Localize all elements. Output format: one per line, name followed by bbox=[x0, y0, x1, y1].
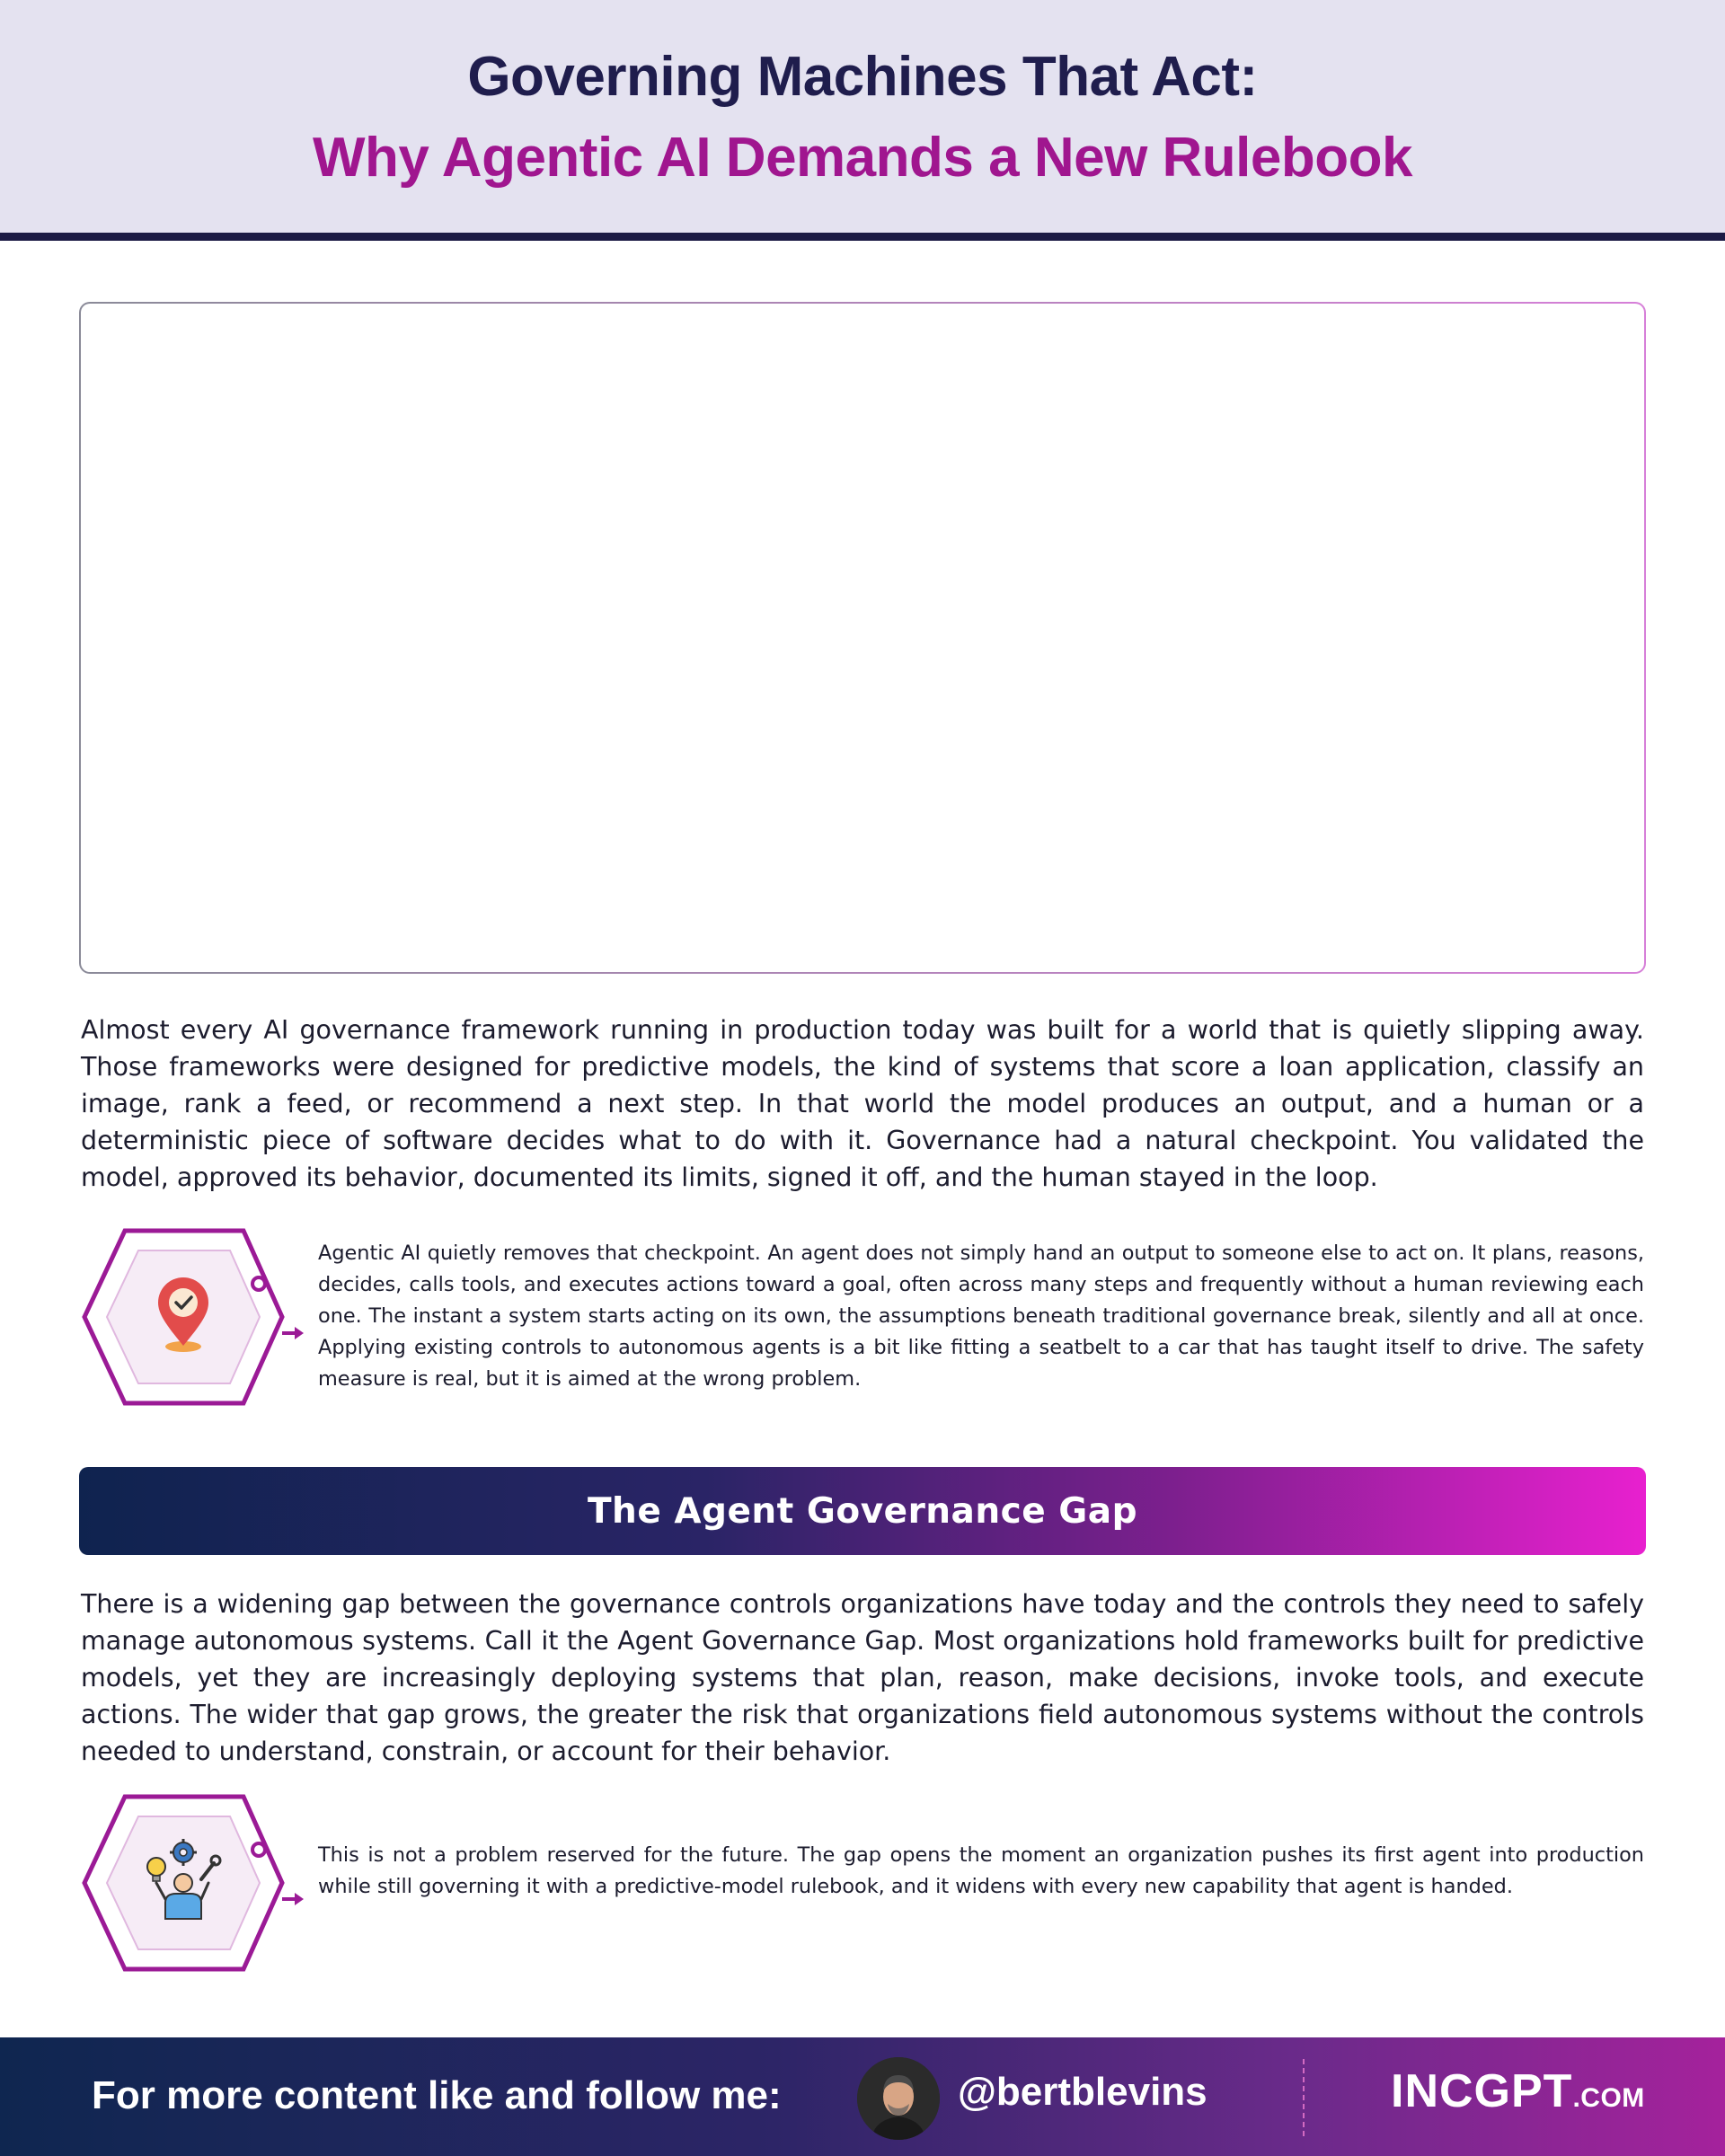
footer-divider bbox=[1303, 2059, 1305, 2136]
callout-paragraph-2: This is not a problem reserved for the future. The gap opens the moment an organization pushes its first agent into production while still governing it with a predictive-model rulebook, and it widens with every new capability that agent is handed. bbox=[318, 1843, 1644, 1898]
hero-image-placeholder bbox=[81, 304, 1644, 972]
page-header bbox=[0, 0, 1725, 241]
avatar bbox=[857, 2057, 940, 2140]
profile-photo-icon bbox=[857, 2057, 940, 2140]
hex-callout-badge bbox=[75, 1227, 305, 1407]
brand-logo[interactable] bbox=[1391, 2064, 1645, 2118]
logo-suffix-text: .COM bbox=[1572, 2083, 1645, 2113]
follow-cta: For more content like and follow me: bbox=[92, 2073, 782, 2117]
location-check-icon bbox=[75, 1227, 305, 1407]
page-title: Governing Machines That Act: bbox=[467, 46, 1258, 108]
social-handle-link[interactable]: @bertblevins bbox=[958, 2070, 1208, 2114]
logo-main-text: INCGPT bbox=[1391, 2065, 1573, 2117]
section-banner bbox=[79, 1467, 1646, 1555]
section-paragraph: There is a widening gap between the governance controls organizations have today and the controls they need to safely manage autonomous systems. Call it the Agent Governance Gap. Most organizations hold frameworks built for predictive models, yet they are increasingly deploying systems that plan, reason, make decisions, invoke tools, and execute actions. The wider that gap grows, the greater the risk that organizations field autonomous systems without the controls needed to understand, constrain, or account for their behavior. bbox=[81, 1589, 1644, 1766]
hero-image-frame bbox=[79, 302, 1646, 974]
section-title: The Agent Governance Gap bbox=[587, 1490, 1138, 1532]
page-footer bbox=[0, 2037, 1725, 2156]
intro-paragraph: Almost every AI governance framework running in production today was built for a world that is quietly slipping away. Those frameworks were designed for predictive models, the kind of systems that score a loan application, classify an image, rank a feed, or recommend a next step. In that world the model produces an output, and a human or a deterministic piece of software decides what to do with it. Governance had a natural checkpoint. You validated the model, approved its behavior, documented its limits, signed it off, and the human stayed in the loop. bbox=[81, 1015, 1644, 1192]
callout-paragraph-1: Agentic AI quietly removes that checkpoint. An agent does not simply hand an output to someone else to act on. It plans, reasons, decides, calls tools, and executes actions toward a goal, often across many steps and frequently without a human reviewing each one. The instant a system starts acting on its own, the assumptions beneath traditional governance break, silently and all at once. Applying existing controls to autonomous agents is a bit like fitting a seatbelt to a car that has taught itself to drive. The safety measure is real, but it is aimed at the wrong problem. bbox=[318, 1241, 1644, 1391]
hex-callout-badge bbox=[75, 1793, 305, 1973]
page-subtitle: Why Agentic AI Demands a New Rulebook bbox=[313, 127, 1412, 189]
person-ideas-tools-icon bbox=[75, 1793, 305, 1973]
